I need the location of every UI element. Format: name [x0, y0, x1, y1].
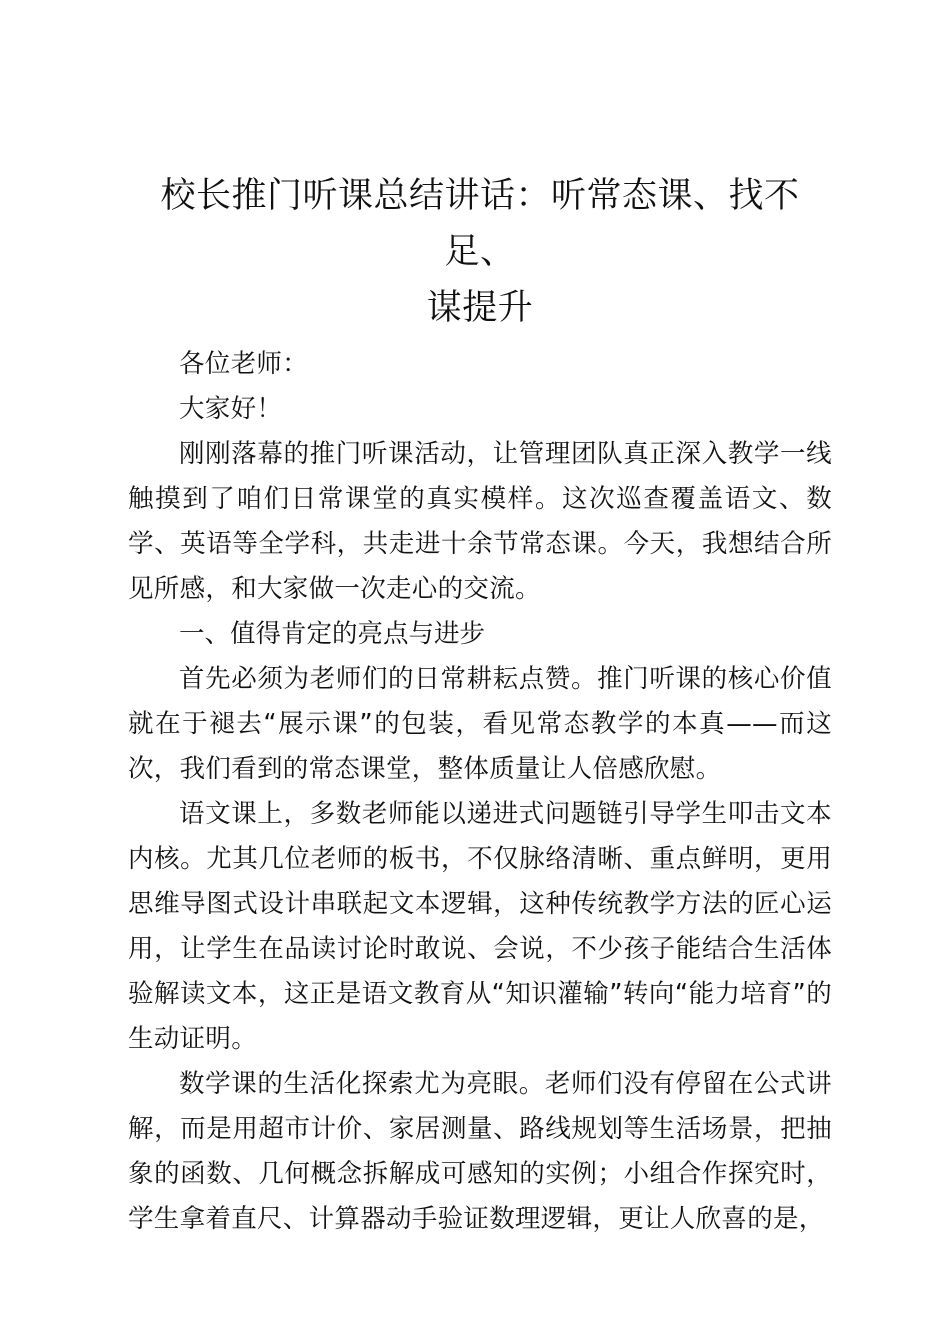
section-heading-1: 一、值得肯定的亮点与进步 — [179, 619, 486, 649]
document-body — [128, 342, 832, 1242]
document-title — [128, 168, 832, 336]
title-line-1: 校长推门听课总结讲话：听常态课、找不足、 — [160, 176, 800, 272]
paragraph-praise: 首先必须为老师们的日常耕耘点赞。推门听课的核心价值就在于褪去“展示课”的包装，看见常态教学的本真——而这次，我们看到的常态课堂，整体质量让人倍感欣慰。 — [128, 664, 832, 784]
greeting: 大家好！ — [179, 394, 283, 424]
paragraph-math-class: 数学课的生活化探索尤为亮眼。老师们没有停留在公式讲解，而是用超市计价、家居测量、路线规划等生活场景，把抽象的函数、几何概念拆解成可感知的实例；小组合作探究时，学生拿着直尺、计算器动手验证数理逻辑，更让人欣喜的是， — [128, 1069, 832, 1234]
title-line-2: 谋提升 — [426, 288, 534, 328]
paragraph-intro: 刚刚落幕的推门听课活动，让管理团队真正深入教学一线触摸到了咱们日常课堂的真实模样。这次巡查覆盖语文、数学、英语等全学科，共走进十余节常态课。今天，我想结合所见所感，和大家做一次走心的交流。 — [128, 439, 832, 604]
paragraph-chinese-class: 语文课上，多数老师能以递进式问题链引导学生叩击文本内核。尤其几位老师的板书，不仅脉络清晰、重点鲜明，更用思维导图式设计串联起文本逻辑，这种传统教学方法的匠心运用，让学生在品读讨论时敢说、会说，不少孩子能结合生活体验解读文本，这正是语文教育从“知识灌输”转向“能力培育”的生动证明。 — [128, 799, 832, 1054]
salutation: 各位老师： — [179, 349, 309, 379]
